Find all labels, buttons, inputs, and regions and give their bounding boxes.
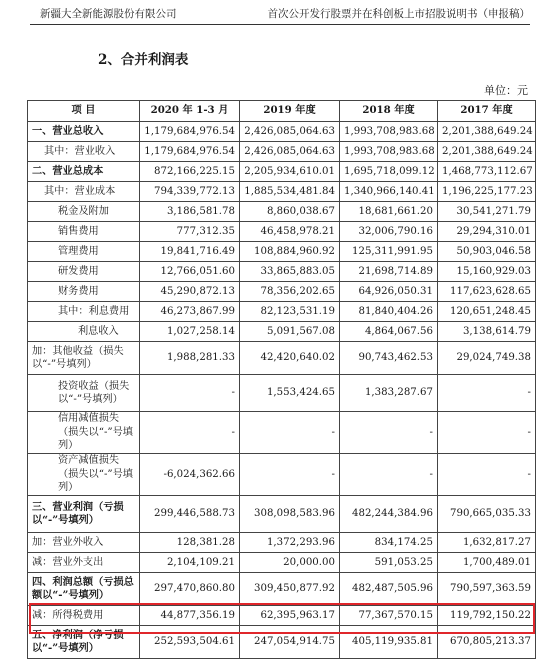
table-row [28,202,536,222]
cell-value: 247,054,914.75 [240,626,340,659]
company-name: 新疆大全新能源股份有限公司 [40,8,177,20]
cell-value: 790,665,035.33 [438,496,536,533]
cell-value: 117,623,628.65 [438,282,536,302]
table-row [28,302,536,322]
section-title: 2、合并利润表 [98,52,189,68]
cell-value: 82,123,531.19 [240,302,340,322]
cell-value: 128,381.28 [140,533,240,553]
cell-value: 834,174.25 [340,533,438,553]
cell-value: - [240,412,340,454]
cell-value: 790,597,363.59 [438,573,536,606]
cell-value: 2,201,388,649.24 [438,122,536,142]
cell-value: 1,468,773,112.67 [438,162,536,182]
row-label: 加：其他收益（损失以“-”号填列） [28,342,140,375]
cell-value: 299,446,588.73 [140,496,240,533]
cell-value: 872,166,225.15 [140,162,240,182]
cell-value: 1,993,708,983.68 [340,142,438,162]
cell-value: 20,000.00 [240,553,340,573]
row-label: 其中：利息费用 [28,302,140,322]
row-label: 四、利润总额（亏损总额以“-”号填列） [28,573,140,606]
cell-value: 309,450,877.92 [240,573,340,606]
cell-value: - [240,454,340,496]
cell-value: - [140,412,240,454]
row-label: 加：营业外收入 [28,533,140,553]
unit-label: 单位：元 [484,84,528,97]
header-2018: 2018 年度 [340,101,438,122]
consolidated-income-statement-table [27,100,536,659]
table-row [28,182,536,202]
table-row [28,553,536,573]
row-label: 减：所得税费用 [28,606,140,626]
cell-value: 125,311,991.95 [340,242,438,262]
cell-value: 2,426,085,064.63 [240,142,340,162]
cell-value: 21,698,714.89 [340,262,438,282]
cell-value: 1,553,424.65 [240,375,340,412]
cell-value: 90,743,462.53 [340,342,438,375]
header-item: 项 目 [28,101,140,122]
cell-value: 1,372,293.96 [240,533,340,553]
table-row [28,322,536,342]
cell-value: 108,884,960.92 [240,242,340,262]
cell-value: 2,205,934,610.01 [240,162,340,182]
cell-value: - [340,412,438,454]
cell-value: - [438,375,536,412]
cell-value: 5,091,567.08 [240,322,340,342]
cell-value: 50,903,046.58 [438,242,536,262]
cell-value: 62,395,963.17 [240,606,340,626]
cell-value: 1,340,966,140.41 [340,182,438,202]
table-row [28,242,536,262]
cell-value: 30,541,271.79 [438,202,536,222]
cell-value: 15,160,929.03 [438,262,536,282]
cell-value: 2,104,109.21 [140,553,240,573]
cell-value: 1,027,258.14 [140,322,240,342]
table-row [28,262,536,282]
cell-value: 4,864,067.56 [340,322,438,342]
table-row [28,533,536,553]
table-row [28,122,536,142]
cell-value: 482,487,505.96 [340,573,438,606]
table-header-row [28,101,536,122]
cell-value: 1,383,287.67 [340,375,438,412]
cell-value: 1,885,534,481.84 [240,182,340,202]
table-row [28,342,536,375]
row-label: 其中：营业成本 [28,182,140,202]
cell-value: 33,865,883.05 [240,262,340,282]
cell-value: 405,119,935.81 [340,626,438,659]
cell-value: 3,186,581.78 [140,202,240,222]
cell-value: 78,356,202.65 [240,282,340,302]
row-label: 财务费用 [28,282,140,302]
row-label: 税金及附加 [28,202,140,222]
cell-value: 32,006,790.16 [340,222,438,242]
cell-value: 1,695,718,099.12 [340,162,438,182]
table-row [28,142,536,162]
cell-value: 64,926,050.31 [340,282,438,302]
page-header [30,4,530,25]
row-label: 减：营业外支出 [28,553,140,573]
cell-value: 2,426,085,064.63 [240,122,340,142]
cell-value: - [438,412,536,454]
row-label: 二、营业总成本 [28,162,140,182]
row-label: 销售费用 [28,222,140,242]
table-row [28,606,536,626]
table-row [28,282,536,302]
cell-value: -6,024,362.66 [140,454,240,496]
table-row [28,162,536,182]
row-label: 研发费用 [28,262,140,282]
cell-value: 42,420,640.02 [240,342,340,375]
cell-value: 2,201,388,649.24 [438,142,536,162]
cell-value: 591,053.25 [340,553,438,573]
cell-value: 252,593,504.61 [140,626,240,659]
cell-value: 81,840,404.26 [340,302,438,322]
cell-value: 29,024,749.38 [438,342,536,375]
row-label: 其中：营业收入 [28,142,140,162]
cell-value: 45,290,872.13 [140,282,240,302]
header-2020q1: 2020 年 1-3 月 [140,101,240,122]
cell-value: 1,993,708,983.68 [340,122,438,142]
cell-value: 297,470,860.80 [140,573,240,606]
table-row [28,222,536,242]
row-label: 投资收益（损失以“-”号填列） [28,375,140,412]
cell-value: 8,860,038.67 [240,202,340,222]
header-2017: 2017 年度 [438,101,536,122]
cell-value: 77,367,570.15 [340,606,438,626]
cell-value: 29,294,310.01 [438,222,536,242]
table-row [28,375,536,412]
cell-value: 482,244,384.96 [340,496,438,533]
cell-value: 1,632,817.27 [438,533,536,553]
row-label: 资产减值损失（损失以“-”号填列） [28,454,140,496]
cell-value: 44,877,356.19 [140,606,240,626]
table-row [28,496,536,533]
table-row-net-profit [28,626,536,659]
cell-value: - [438,454,536,496]
cell-value: 1,988,281.33 [140,342,240,375]
table-row [28,454,536,496]
cell-value: 1,179,684,976.54 [140,122,240,142]
row-label: 利息收入 [28,322,140,342]
cell-value: 12,766,051.60 [140,262,240,282]
cell-value: 1,700,489.01 [438,553,536,573]
cell-value: 120,651,248.45 [438,302,536,322]
row-label: 五、净利润（净亏损以“-”号填列） [28,626,140,659]
cell-value: 46,458,978.21 [240,222,340,242]
cell-value: 3,138,614.79 [438,322,536,342]
cell-value: 18,681,661.20 [340,202,438,222]
cell-value: 1,196,225,177.23 [438,182,536,202]
cell-value: - [340,454,438,496]
cell-value: 670,805,213.37 [438,626,536,659]
cell-value: 777,312.35 [140,222,240,242]
header-2019: 2019 年度 [240,101,340,122]
table-row [28,573,536,606]
row-label: 三、营业利润（亏损以“-”号填列） [28,496,140,533]
cell-value: 119,792,150.22 [438,606,536,626]
cell-value: - [140,375,240,412]
table-row [28,412,536,454]
cell-value: 19,841,716.49 [140,242,240,262]
row-label: 一、营业总收入 [28,122,140,142]
cell-value: 46,273,867.99 [140,302,240,322]
cell-value: 1,179,684,976.54 [140,142,240,162]
cell-value: 794,339,772.13 [140,182,240,202]
row-label: 信用减值损失（损失以“-”号填列） [28,412,140,454]
document-title: 首次公开发行股票并在科创板上市招股说明书（申报稿） [267,8,530,20]
row-label: 管理费用 [28,242,140,262]
cell-value: 308,098,583.96 [240,496,340,533]
